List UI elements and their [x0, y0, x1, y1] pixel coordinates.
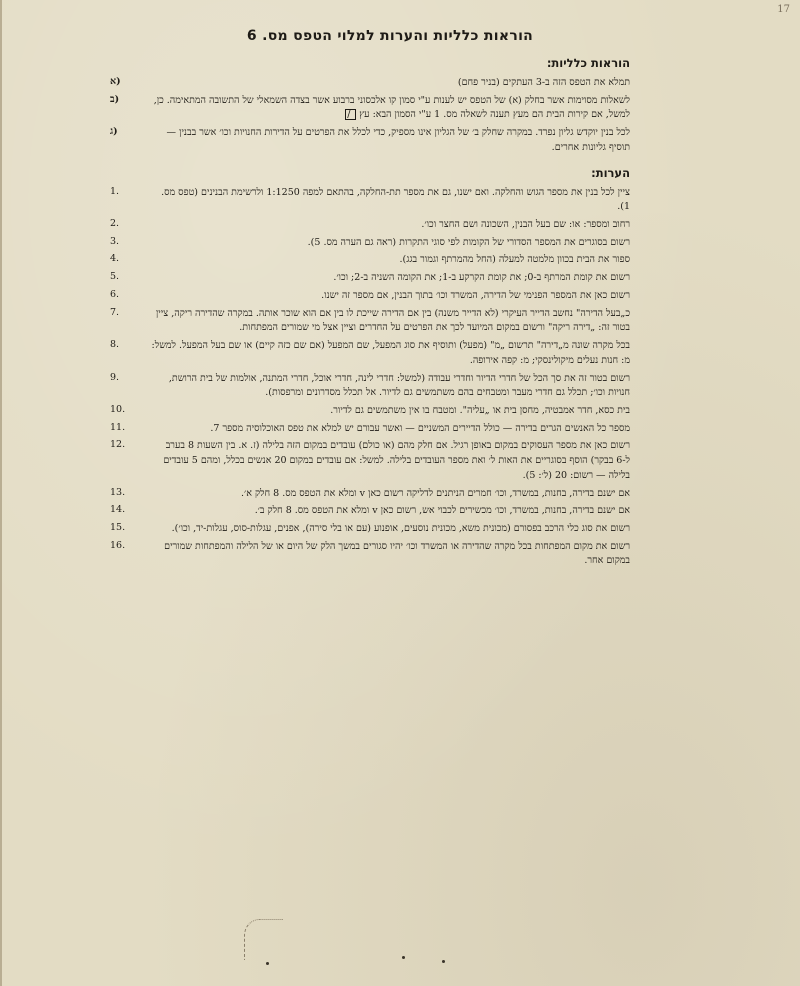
note-number: 9. [110, 371, 120, 383]
note-number: 10. [110, 403, 126, 415]
note-text: בכל מקרה שונה מ„דירה" תרשום „מ" (מפעל) ותוסיף את סוג המפעל, שם המפעל (אם שם כזה קיים) או שם בעל המפעל. למשל: מ: חנות נעלים מיקולינסקי; מ: קפה אירופה. [151, 340, 630, 366]
note-number: 3. [110, 235, 120, 247]
page-edge-line [0, 0, 2, 986]
note-text: בית כסא, חדר אמבטיה, מחסן בית או „עליה". ומטבח בו אין משתמשים גם לדיור. [330, 404, 630, 416]
note-text: רחוב ומספר: או: שם בעל הבנין, השכונה ושם החצר וכו׳. [421, 219, 630, 231]
ink-spot [442, 960, 445, 963]
page-title: הוראות כלליות והערות למלוי הטפס מס. 6 [246, 28, 534, 44]
note-item [110, 185, 630, 215]
example-checkbox-icon [345, 109, 356, 120]
note-item [110, 235, 630, 251]
note-number: 12. [110, 439, 126, 451]
notes-heading: הערות: [591, 165, 630, 180]
note-number: 13. [110, 486, 126, 498]
note-item [110, 253, 630, 268]
note-text: אם ישנם בדירה, בחנות, במשרד, וכו׳ חמרים הניתנים לדליקה רשום כאן v ומלא את הטפס מס. 8 חלק א׳. [241, 487, 630, 499]
note-item [110, 218, 630, 233]
note-item [110, 306, 630, 336]
note-text: ספור את הבית בכוון מלמטה למעלה (החל מהמרתף וגמור בגג). [399, 254, 630, 266]
note-number: 6. [110, 288, 120, 300]
note-item [110, 486, 630, 502]
note-number: 14. [110, 504, 126, 516]
ink-spot [402, 956, 405, 959]
note-item [110, 371, 630, 401]
note-item [110, 539, 630, 569]
note-number: 7. [110, 306, 120, 318]
note-item [110, 339, 630, 368]
note-text: רשום כאן את מספר העסוקים במקום באופן רגיל. אם חלק מהם (או כולם) עובדים במקום הזה בלילה (ז. א. בין השעות 8 בערב ל-6 בבקר) הוסף בסוגריים את האות ל׳ ואת מספר העובדים בלילה. למשל: אם עובדים במקום 20 אנשים בכלל, ומהם 5 עובדים בלילה — רשום: 20 (ל׳: 5). [163, 440, 630, 481]
note-item [110, 421, 630, 437]
note-text: מספר כל האנשים הגרים בדירה — כולל הדיירים המשניים — ואשר עבורם יש למלא את טפס האוכלוסיה מספר 7. [210, 422, 630, 434]
note-number: 5. [110, 271, 120, 283]
instructions-heading: הוראות כלליות: [546, 56, 630, 70]
note-text: רשום כאן את המספר הפנימי של הדירה, המשרד וכו׳ בתוך הבנין, אם מספר זה ישנו. [321, 289, 630, 301]
note-number: 4. [110, 253, 120, 265]
note-text: ציין לכל בנין את מספר הגוש והחלקה. ואם ישנו, גם את מספר תת-החלקה, בהתאם למפה 1:1250 ולרשימת הבנינים (טפס מס. 1). [161, 186, 630, 213]
instruction-text: לכל בנין יוקדש גליון נפרד. במקרה שחלק ב׳ של הגליון אינו מספיק, כדי לכלל את הפרטים על הדירות החנויות וכו׳ אשר בבנין — תוסיף גליונות אחרים. [166, 127, 630, 153]
note-item [110, 521, 630, 537]
note-text: רשום בסוגרים את המספר הסדורי של הקומות לפי סוגי התקרות (ראה גם הערה מס. 5). [307, 236, 630, 248]
note-number: 15. [110, 521, 126, 533]
note-text: אם ישנם בדירה, בחנות, במשרד, וכו׳ מכשירים לכבוי אש, רשום כאן v ומלא את הטפס מס. 8 חלק ב׳. [254, 505, 630, 517]
document-content [110, 28, 630, 572]
note-item [110, 403, 630, 419]
instruction-item [110, 93, 630, 123]
instruction-letter: א) [110, 76, 121, 87]
note-number: 16. [110, 539, 126, 551]
note-number: 11. [110, 421, 126, 433]
note-text: רשום בטור זה את סך הכל של חדרי הדיור וחדרי עבודה (למשל: חדרי לינה, חדרי אוכל, חדרי המתנה, אולמות של בית הרושת, חנויות וכו׳; תכלל גם חדרי מעבר ומטבחים בהם משתמשים גם לדיור. אל תכלל מסדרונים ומרפסות). [168, 372, 630, 399]
instruction-text: תמלא את הטפס הזה ב-3 העתקים (בניר פחם) [457, 77, 630, 88]
page-corner-mark: 17 [777, 4, 790, 15]
instruction-letter: ג) [110, 126, 118, 138]
instruction-text-part: לשאלות מסוימות אשר בחלק (א) של הטפס יש לענות ע"י סמון קו אלכסוני ברבוע אשר בצדה השמאלי של התשובה המתאימה. כן, למשל, אם קירות הבית הם מעץ תענה לשאלה מס. 1 ע"י הסמון הבא: עץ [153, 94, 630, 121]
instruction-item [110, 76, 630, 91]
instruction-item [110, 126, 630, 155]
note-text: רשום את קומת המרתף ב-0; את קומת הקרקע ב-1; את הקומה השניה ב-2; וכו׳. [333, 272, 630, 284]
note-number: 8. [110, 339, 120, 351]
note-item [110, 439, 630, 483]
note-item [110, 504, 630, 519]
note-text: רשום את סוג כלי הרכב בפסורם (מכונית משא, מכונית נוסעים, אופנוע (עם או בלי סירה), אפנים, עגלות-סוס, עגלות-יד, וכו׳). [171, 522, 630, 534]
note-item [110, 271, 630, 286]
note-number: 1. [110, 185, 120, 197]
note-item [110, 288, 630, 304]
note-number: 2. [110, 218, 120, 230]
instruction-letter: ב) [110, 93, 120, 105]
paper-tear-mark [244, 919, 283, 960]
note-text: רשום את מקום המפתחות בכל מקרה שהדירה או המשרד וכו׳ יהיו סגורים במשך הלק של היום או של הלילה והמפתחות שמורים במקום אחר. [164, 540, 630, 567]
instruction-text [150, 94, 630, 123]
note-text: כ„בעל הדירה" נחשב הדייר העיקרי (לא הדייר משנה) בין אם הדירה שייכת לו בין אם הוא שוכר אותה. במקרה שהדירה ריקה, ציין בטור זה: „דירה ריקה" ורשום במקום המיועד לכך את הפרטים על החדרים וציין אצל מי שמורים המפתחות. [155, 307, 630, 334]
ink-spot [266, 962, 269, 965]
